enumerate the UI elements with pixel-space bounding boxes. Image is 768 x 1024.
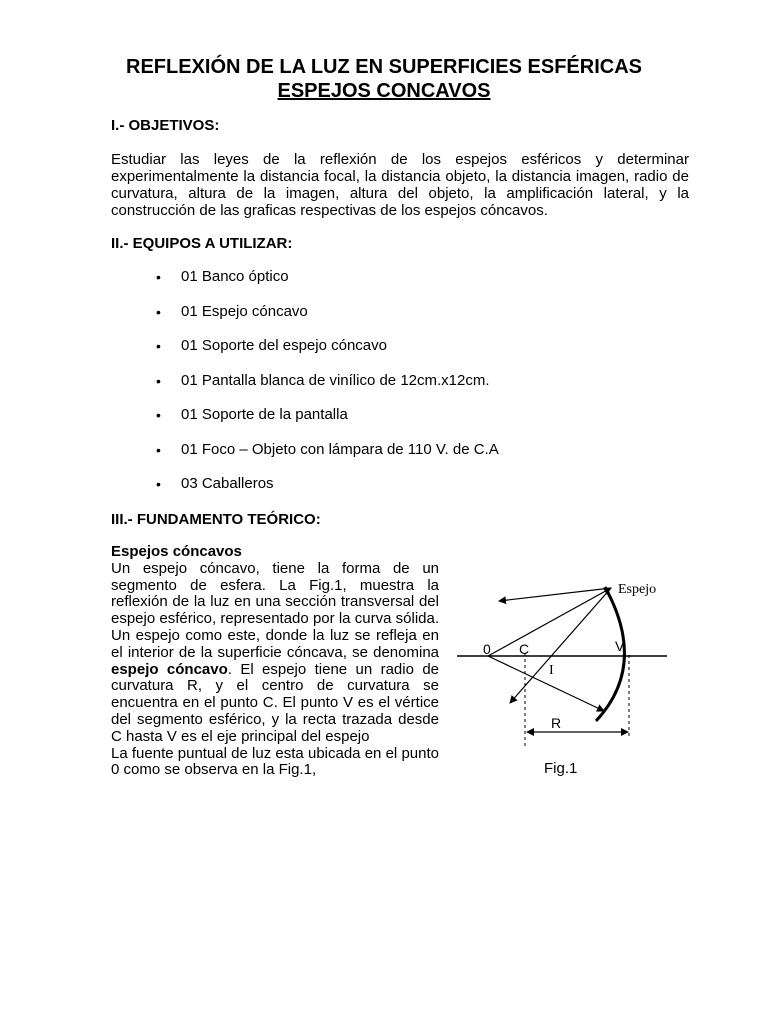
bullet-icon: • — [156, 442, 161, 458]
theory-paragraph — [111, 561, 439, 746]
figure-caption: Fig.1 — [544, 760, 578, 777]
list-item-label: 01 Banco óptico — [181, 268, 289, 285]
theory-paragraph-2: La fuente puntual de luz esta ubicada en el punto 0 como se observa en la Fig.1, — [111, 744, 439, 779]
theory-text-part2: . El espejo tiene un radio de curvatura R, y el centro de curvatura se encuentra en el punto C. El punto V es el vértice del segmento esférico, y la recta trazada desde C hasta V es el eje principal del espejo — [111, 660, 439, 745]
point-c-label: C — [519, 641, 530, 657]
point-i-label: I — [549, 663, 554, 678]
section-heading-equipos: II.- EQUIPOS A UTILIZAR: — [111, 235, 293, 252]
theory-text-part1: Un espejo cóncavo, tiene la forma de un segmento de esfera. La Fig.1, muestra la reflexión de la luz en una sección transversal del espejo esférico, representado por la curva sólida. Un espejo como este, donde la luz se refleja en el interior de la superficie cóncava, se denomina — [111, 559, 439, 661]
mirror-curve — [596, 587, 624, 721]
document-subtitle: ESPEJOS CONCAVOS — [277, 80, 491, 102]
list-item-label: 01 Soporte de la pantalla — [181, 406, 348, 423]
bullet-icon: • — [156, 476, 161, 492]
list-item-label: 01 Foco – Objeto con lámpara de 110 V. de C.A — [181, 441, 499, 458]
point-v-label: V — [615, 638, 625, 654]
list-item-label: 01 Espejo cóncavo — [181, 303, 308, 320]
bullet-icon: • — [156, 373, 161, 389]
bullet-icon: • — [156, 407, 161, 423]
bullet-icon: • — [156, 269, 161, 285]
document-title: REFLEXIÓN DE LA LUZ EN SUPERFICIES ESFÉRICAS — [126, 56, 642, 78]
theory-subheading: Espejos cóncavos — [111, 543, 242, 560]
list-item-label: 01 Pantalla blanca de vinílico de 12cm.x12cm. — [181, 372, 490, 389]
section-heading-objetivos: I.- OBJETIVOS: — [111, 117, 220, 134]
point-o-label: 0 — [483, 641, 491, 657]
bullet-icon: • — [156, 338, 161, 354]
bullet-icon: • — [156, 304, 161, 320]
list-item-label: 01 Soporte del espejo cóncavo — [181, 337, 387, 354]
radius-label: R — [551, 715, 562, 731]
mirror-label: Espejo — [618, 582, 657, 597]
concave-mirror-diagram — [450, 575, 710, 760]
reflected-ray-upper — [499, 588, 611, 601]
theory-term-bold: espejo cóncavo — [111, 660, 228, 678]
theory-column — [111, 544, 439, 779]
incident-ray-upper — [488, 588, 611, 656]
radius-arrow-right-icon — [621, 728, 629, 736]
incident-ray-lower — [488, 656, 604, 711]
objetivos-paragraph: Estudiar las leyes de la reflexión de los espejos esféricos y determinar experimentalmente la distancia focal, la distancia objeto, la distancia imagen, radio de curvatura, altura de la imagen, altura del objeto, la amplificación lateral, y la construcción de las graficas respectivas de los espejos cóncavos. — [111, 151, 689, 219]
section-heading-fundamento: III.- FUNDAMENTO TEÓRICO: — [111, 511, 321, 528]
radius-arrow-left-icon — [526, 728, 534, 736]
list-item-label: 03 Caballeros — [181, 475, 274, 492]
